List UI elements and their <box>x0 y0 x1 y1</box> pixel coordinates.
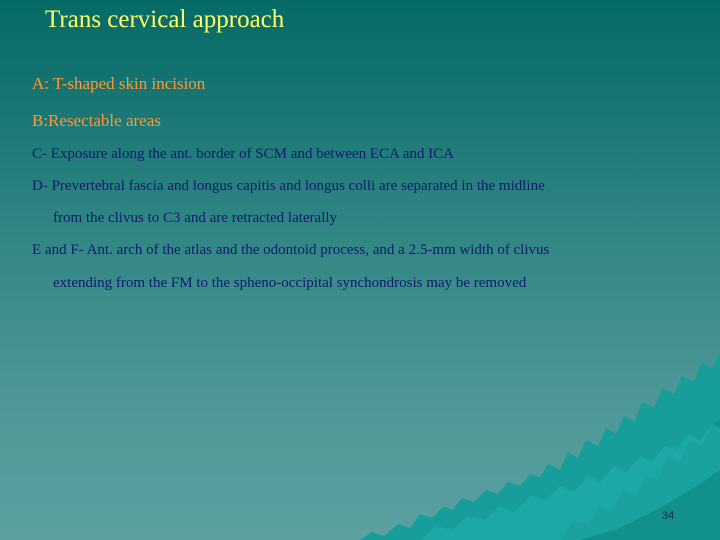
item-e-f-atlas-odontoid: E and F- Ant. arch of the atlas and the odontoid process, and a 2.5-mm width of clivus <box>32 242 550 258</box>
item-d-prevertebral-fascia: D- Prevertebral fascia and longus capitis and longus colli are separated in the midline <box>32 178 545 194</box>
item-e-f-continuation: extending from the FM to the spheno-occipital synchondrosis may be removed <box>53 275 527 291</box>
slide-number: 34 <box>662 510 675 522</box>
item-a-skin-incision: A: T-shaped skin incision <box>32 74 206 93</box>
item-d-continuation: from the clivus to C3 and are retracted laterally <box>53 210 338 226</box>
item-b-resectable-areas: B:Resectable areas <box>32 111 161 130</box>
item-c-exposure: C- Exposure along the ant. border of SCM and between ECA and ICA <box>32 146 454 162</box>
slide-title: Trans cervical approach <box>45 6 285 33</box>
